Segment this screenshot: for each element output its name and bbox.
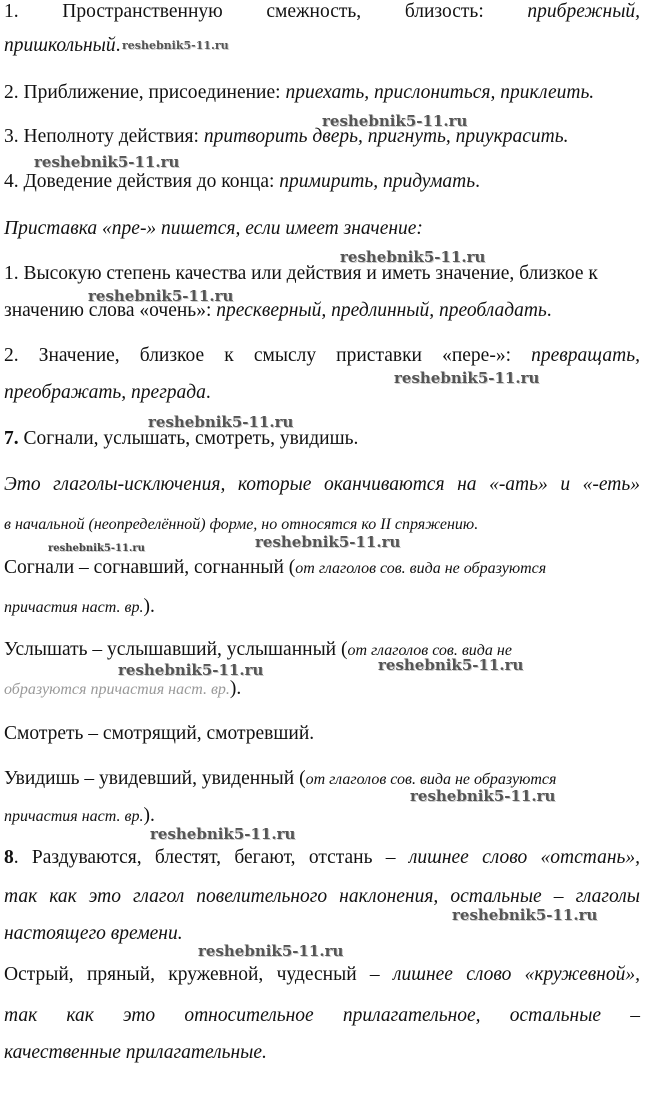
text-line: образуются причастия наст. вр.). (4, 678, 242, 699)
watermark: reshebnik5-11.ru (198, 942, 344, 960)
watermark: reshebnik5-11.ru (452, 906, 598, 924)
text-line: в начальной (неопределённой) форме, но относятся ко II спряжению. (4, 516, 479, 533)
text-line: 1. Высокую степень качества или действия и иметь значение, близкое к (4, 263, 598, 284)
text-line: преображать, преграда. (4, 382, 211, 403)
text-line: 3. Неполноту действия: притворить дверь, пригнуть, приукрасить. (4, 126, 569, 147)
section-heading: Приставка «пре-» пишется, если имеет значение: (4, 218, 423, 239)
watermark: reshebnik5-11.ru (255, 533, 401, 551)
text-line: качественные прилагательные. (4, 1042, 267, 1063)
text-line: 2. Приближение, присоединение: приехать, прислониться, приклеить. (4, 82, 595, 103)
text-line: так как это относительное прилагательное, остальные – (4, 1005, 640, 1026)
watermark: reshebnik5-11.ru (410, 787, 556, 805)
text-line: причастия наст. вр.). (4, 805, 155, 826)
watermark: reshebnik5-11.ru (122, 39, 229, 52)
watermark: reshebnik5-11.ru (394, 369, 540, 387)
text-line: 7. Согнали, услышать, смотреть, увидишь. (4, 428, 359, 449)
text-line: Это глаголы-исключения, которые оканчиваются на «-ать» и «-еть» (4, 474, 640, 495)
watermark: reshebnik5-11.ru (322, 112, 468, 130)
watermark: reshebnik5-11.ru (150, 825, 296, 843)
text-line: значению слова «очень»: прескверный, предлинный, преобладать. (4, 300, 552, 321)
watermark: reshebnik5-11.ru (340, 248, 486, 266)
watermark: reshebnik5-11.ru (34, 153, 180, 171)
text-line: 8. Раздуваются, блестят, бегают, отстань – лишнее слово «отстань», (4, 847, 640, 868)
text-line: Смотреть – смотрящий, смотревший. (4, 723, 315, 744)
text-line: 2. Значение, близкое к смыслу приставки «пере-»: превращать, (4, 345, 640, 366)
text-line: пришкольный. (4, 35, 121, 56)
text-line: причастия наст. вр.). (4, 596, 155, 617)
watermark: reshebnik5-11.ru (378, 656, 524, 674)
text-line: 1. Пространственную смежность, близость: прибрежный, (4, 1, 641, 22)
text-line: 4. Доведение действия до конца: примирить, придумать. (4, 171, 481, 192)
watermark: reshebnik5-11.ru (88, 287, 234, 305)
watermark: reshebnik5-11.ru (48, 543, 145, 554)
text-line: Увидишь – увидевший, увиденный (от глаголов сов. вида не образуются (4, 768, 557, 789)
text-line: так как это глагол повелительного наклонения, остальные – глаголы (4, 886, 640, 907)
text-line: Согнали – согнавший, согнанный (от глаголов сов. вида не образуются (4, 557, 547, 578)
text-line: Услышать – услышавший, услышанный (от глаголов сов. вида не (4, 639, 512, 660)
text-line: Острый, пряный, кружевной, чудесный – лишнее слово «кружевной», (4, 964, 640, 985)
text-line: настоящего времени. (4, 923, 183, 944)
watermark: reshebnik5-11.ru (118, 661, 264, 679)
watermark: reshebnik5-11.ru (148, 413, 294, 431)
